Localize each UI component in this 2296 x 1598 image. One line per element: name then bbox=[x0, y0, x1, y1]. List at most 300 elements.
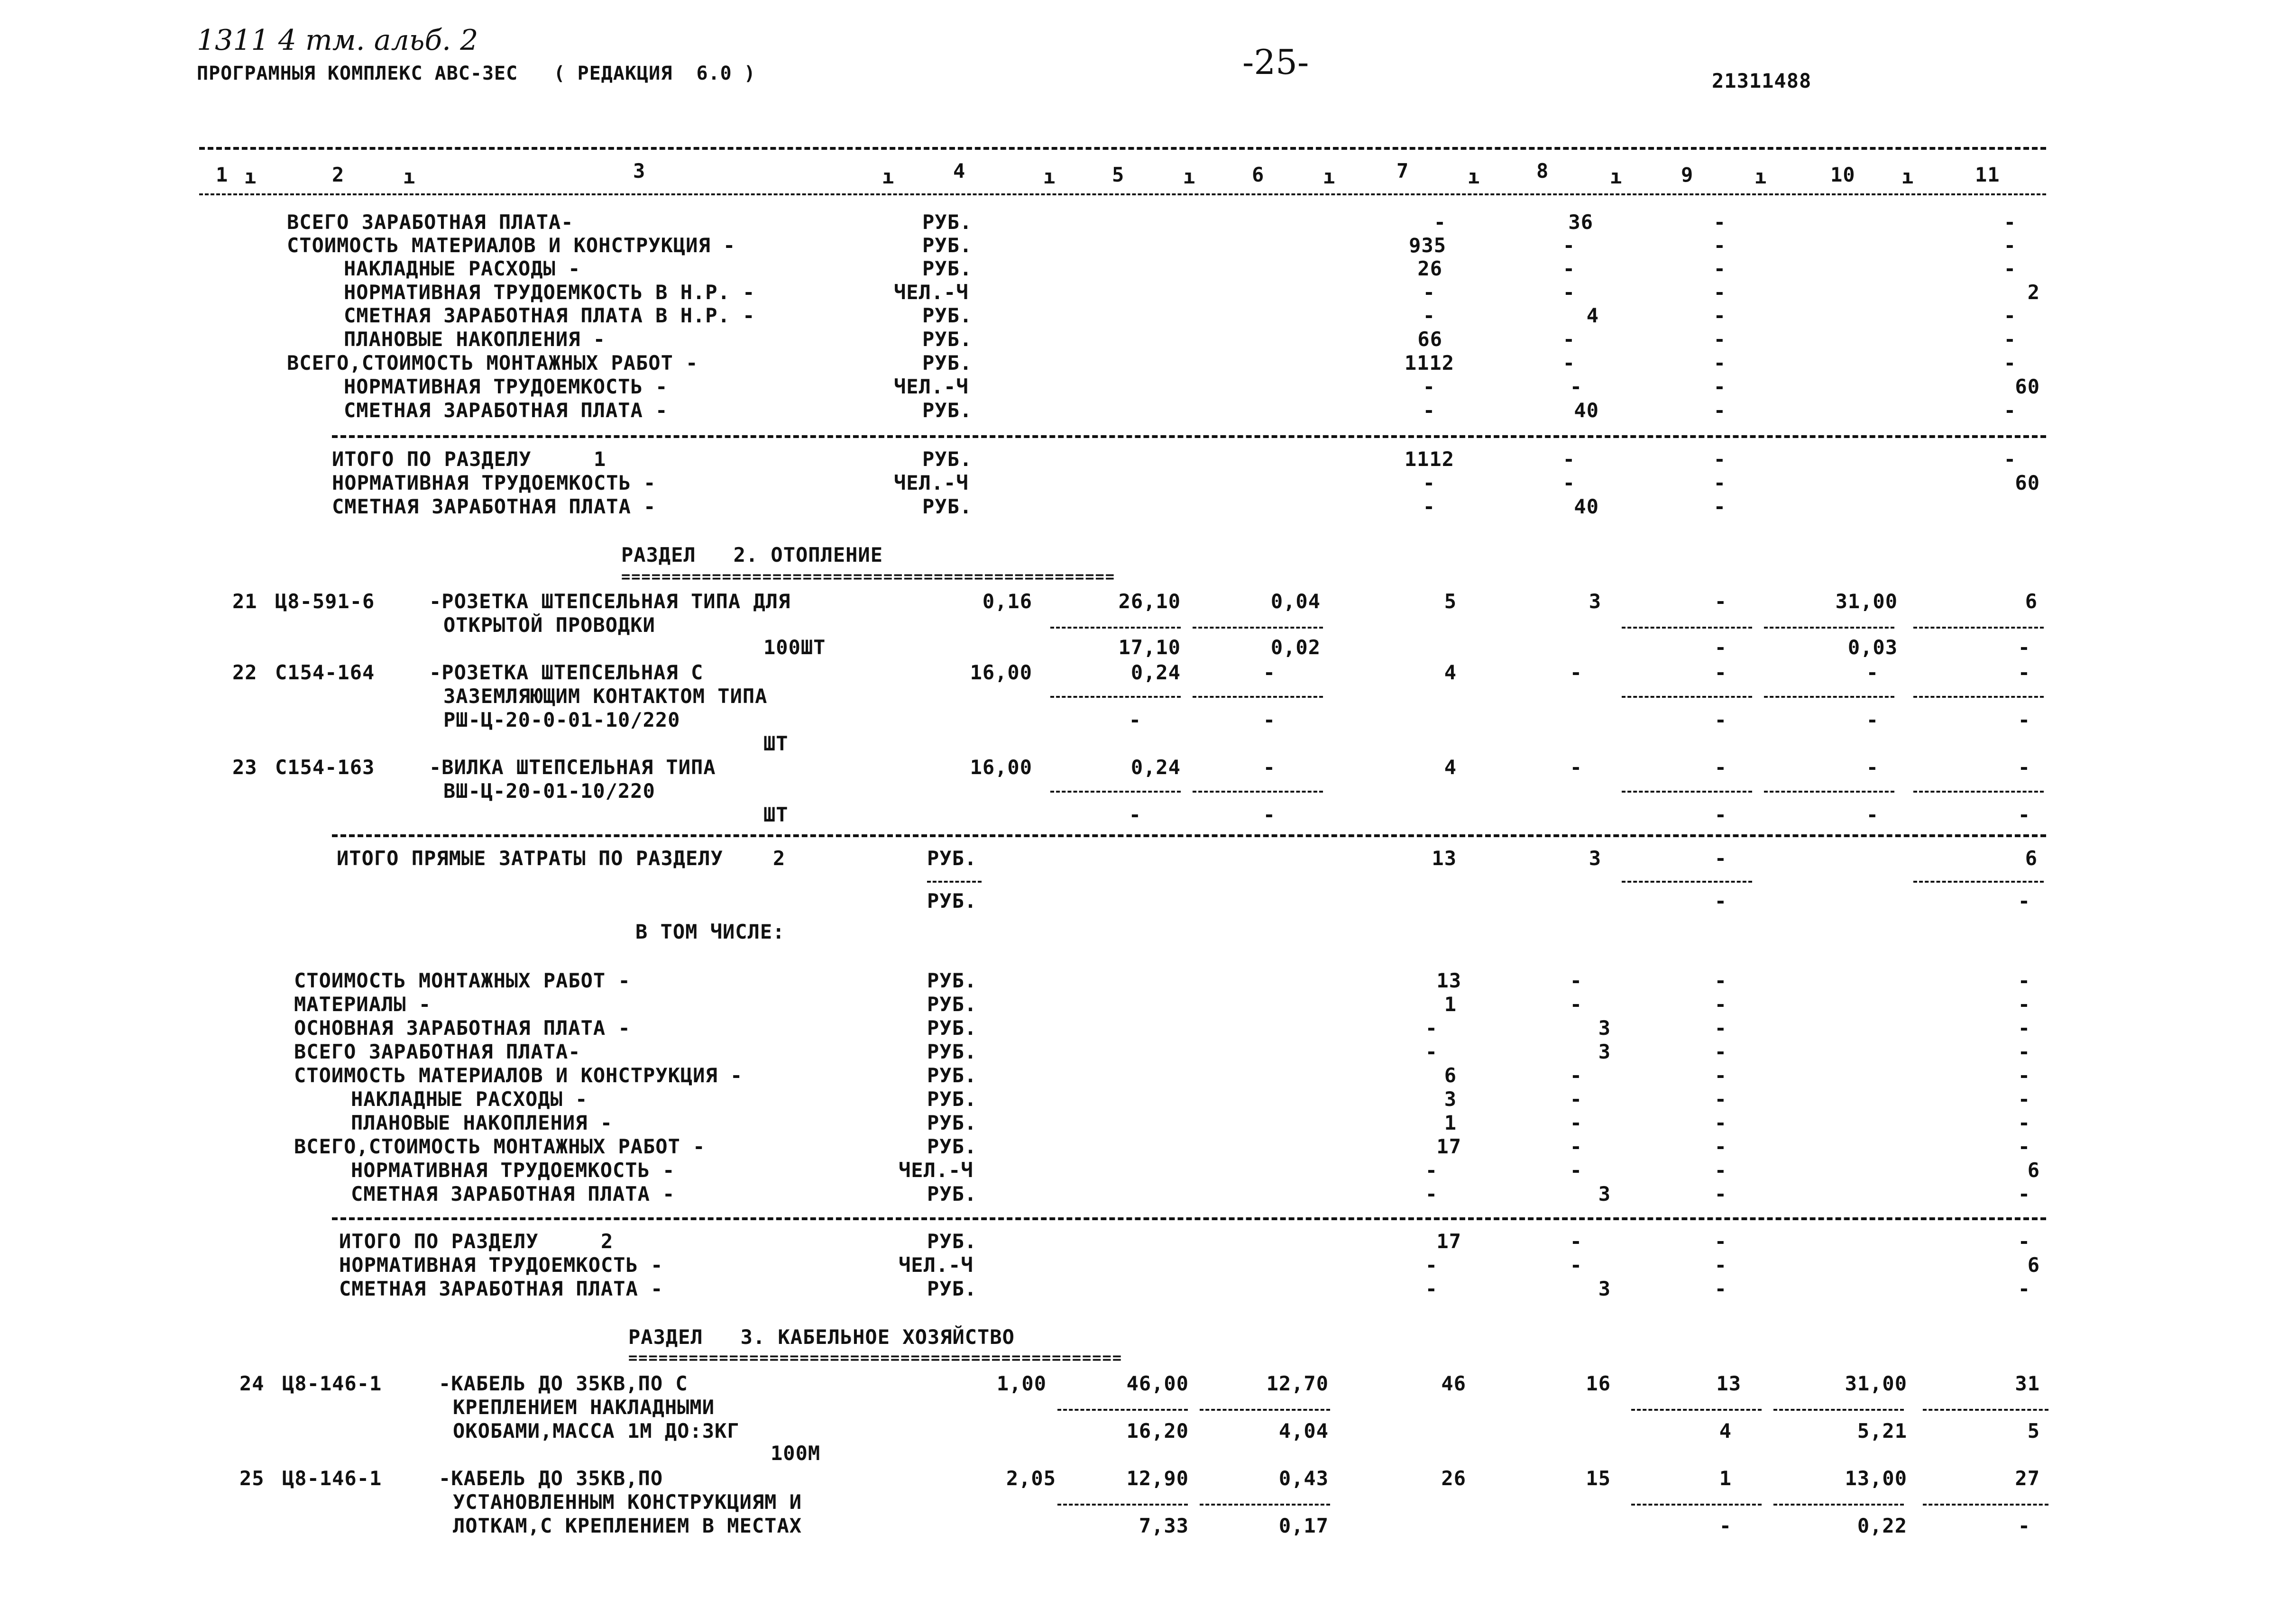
cell-c11: 27 bbox=[2015, 1467, 2040, 1490]
cell-c8: - bbox=[1570, 1159, 1582, 1182]
column-header: 1 bbox=[216, 163, 229, 186]
cell-c10-sub: 5,21 bbox=[1857, 1419, 1907, 1443]
cell-c11: 60 bbox=[2015, 471, 2040, 494]
cell-c8: 40 bbox=[1574, 495, 1599, 518]
item-code: Ц8-146-1 bbox=[282, 1372, 382, 1395]
cell-c7: 1 bbox=[1444, 1111, 1457, 1134]
cell-c8: 3 bbox=[1589, 590, 1601, 613]
program-title: ПРОГРАМНЫЯ КОМПЛЕКС АВС-ЗЕС ( РЕДАКЦИЯ 6.0 ) bbox=[197, 63, 756, 84]
cell-c11: - bbox=[2018, 1230, 2030, 1253]
item-number: 22 bbox=[232, 661, 257, 684]
cell-c8: 15 bbox=[1586, 1467, 1611, 1490]
item-description: -КАБЕЛЬ ДО 35КВ,ПО bbox=[439, 1467, 663, 1490]
cell-c7: - bbox=[1423, 304, 1435, 327]
cell-c6: 0,43 bbox=[1278, 1467, 1329, 1490]
cell-c4: 16,00 bbox=[970, 661, 1032, 684]
cell-divider bbox=[1913, 791, 2044, 793]
item-description: -КАБЕЛЬ ДО 35КВ,ПО С bbox=[439, 1372, 688, 1395]
cell-c11: - bbox=[2003, 257, 2016, 280]
cell-c7: - bbox=[1423, 495, 1435, 518]
row-label: НОРМАТИВНАЯ ТРУДОЕМКОСТЬ - bbox=[332, 471, 656, 494]
cell-c9: - bbox=[1713, 375, 1726, 398]
cell-c8: 40 bbox=[1574, 399, 1599, 422]
cell-c6-sub: 0,17 bbox=[1278, 1514, 1329, 1537]
cell-c7: 1112 bbox=[1404, 447, 1454, 471]
item-description: -РОЗЕТКА ШТЕПСЕЛЬНАЯ С bbox=[429, 661, 704, 684]
item-unit: 100М bbox=[771, 1442, 821, 1465]
row-label: СМЕТНАЯ ЗАРАБОТНАЯ ПЛАТА В Н.Р. - bbox=[344, 304, 755, 327]
cell-c11: - bbox=[2003, 304, 2016, 327]
cell-c9: - bbox=[1714, 1230, 1727, 1253]
cell-c9: - bbox=[1714, 1087, 1727, 1111]
cell-c9: - bbox=[1714, 1253, 1727, 1277]
cell-c11: - bbox=[2018, 1111, 2030, 1134]
cell-c11-sub: - bbox=[2018, 636, 2030, 659]
cell-c8: - bbox=[1570, 375, 1582, 398]
row-unit: ЧЕЛ.-Ч bbox=[894, 471, 969, 494]
cell-c8: - bbox=[1570, 661, 1582, 684]
section-3-underline: ================================================= bbox=[628, 1349, 1123, 1367]
row-unit: РУБ. bbox=[927, 1064, 977, 1087]
cell-c9: - bbox=[1714, 590, 1727, 613]
item-unit: 100ШТ bbox=[763, 636, 826, 659]
cell-divider bbox=[1050, 696, 1181, 698]
item-description: ОТКРЫТОЙ ПРОВОДКИ bbox=[443, 613, 655, 637]
cell-c11: - bbox=[2018, 1040, 2030, 1063]
cell-c9: 13 bbox=[1716, 1372, 1741, 1395]
cell-c5: 46,00 bbox=[1126, 1372, 1189, 1395]
cell-divider bbox=[1913, 627, 2044, 629]
column-header: 4 bbox=[953, 159, 966, 183]
column-header: 11 bbox=[1975, 163, 2000, 186]
cell-divider bbox=[1057, 1504, 1188, 1506]
header-bottom-rule bbox=[199, 193, 2046, 195]
item-description: ОКОБАМИ,МАССА 1М ДО:3КГ bbox=[453, 1419, 740, 1443]
cell-divider bbox=[1622, 627, 1752, 629]
cell-c9: - bbox=[1713, 495, 1726, 518]
cell-c8: - bbox=[1562, 234, 1575, 257]
cell-c11: - bbox=[2018, 1182, 2030, 1205]
cell-divider bbox=[1773, 1504, 1904, 1506]
row-unit: РУБ. bbox=[927, 1087, 977, 1111]
cell-c11: - bbox=[2018, 1135, 2030, 1158]
cell-c8: - bbox=[1570, 969, 1582, 992]
row-unit: РУБ. bbox=[927, 1040, 977, 1063]
cell-c7: - bbox=[1423, 281, 1435, 304]
cell-divider bbox=[1057, 1409, 1188, 1411]
cell-c10: - bbox=[1866, 661, 1879, 684]
cell-c8: 36 bbox=[1568, 210, 1593, 234]
cell-c7: 13 bbox=[1436, 969, 1461, 992]
column-separator: ı bbox=[1468, 165, 1480, 188]
cell-c8: - bbox=[1562, 328, 1575, 351]
row-label: СМЕТНАЯ ЗАРАБОТНАЯ ПЛАТА - bbox=[332, 495, 656, 518]
column-separator: ı bbox=[1610, 165, 1623, 188]
cell-c7: - bbox=[1425, 1277, 1438, 1300]
handwritten-album-note: 1311 4 тм. альб. 2 bbox=[197, 24, 478, 57]
cell-c9: - bbox=[1714, 1182, 1727, 1205]
cell-c10-sub: - bbox=[1866, 803, 1879, 826]
row-unit: РУБ. bbox=[922, 447, 973, 471]
cell-c7: 6 bbox=[1444, 1064, 1457, 1087]
cell-c9: - bbox=[1713, 471, 1726, 494]
cell-c7: 26 bbox=[1417, 257, 1442, 280]
cell-c9-sub: 4 bbox=[1719, 1419, 1732, 1443]
column-header: 2 bbox=[332, 163, 345, 186]
cell-divider bbox=[1200, 1409, 1330, 1411]
cell-c11-sub: - bbox=[2018, 889, 2030, 913]
cell-c9: - bbox=[1714, 1111, 1727, 1134]
column-separator: ı bbox=[1183, 165, 1196, 188]
cell-c11: 6 bbox=[2025, 847, 2038, 870]
row-unit: РУБ. bbox=[922, 328, 973, 351]
cell-c11: - bbox=[2018, 969, 2030, 992]
cell-c9: - bbox=[1713, 234, 1726, 257]
cell-divider bbox=[1764, 696, 1894, 698]
cell-c7: 4 bbox=[1444, 756, 1457, 779]
cell-c9: - bbox=[1714, 1016, 1727, 1040]
cell-c8: - bbox=[1570, 1230, 1582, 1253]
cell-divider bbox=[1193, 627, 1323, 629]
row-unit: РУБ. bbox=[927, 1111, 977, 1134]
row-unit: РУБ. bbox=[927, 1016, 977, 1040]
cell-c7: 3 bbox=[1444, 1087, 1457, 1111]
row-unit: РУБ. bbox=[927, 1230, 977, 1253]
cell-c9: - bbox=[1713, 351, 1726, 374]
section-2-items-rule bbox=[332, 834, 2046, 837]
cell-c6: - bbox=[1263, 661, 1276, 684]
unit-divider bbox=[927, 881, 982, 883]
row-label: НОРМАТИВНАЯ ТРУДОЕМКОСТЬ - bbox=[351, 1159, 675, 1182]
column-separator: ı bbox=[1901, 165, 1914, 188]
row-label: НАКЛАДНЫЕ РАСХОДЫ - bbox=[344, 257, 581, 280]
row-label: НАКЛАДНЫЕ РАСХОДЫ - bbox=[351, 1087, 588, 1111]
row-unit: РУБ. bbox=[922, 495, 973, 518]
cell-c11: 6 bbox=[2027, 1253, 2040, 1277]
cell-c7: 5 bbox=[1444, 590, 1457, 613]
item-description: РШ-Ц-20-0-01-10/220 bbox=[443, 708, 680, 731]
cell-c7: - bbox=[1425, 1016, 1438, 1040]
item-description: УСТАНОВЛЕННЫМ КОНСТРУКЦИЯМ И bbox=[453, 1490, 802, 1514]
cell-c9: - bbox=[1714, 756, 1727, 779]
row-label: СТОИМОСТЬ МАТЕРИАЛОВ И КОНСТРУКЦИЯ - bbox=[294, 1064, 743, 1087]
cell-c6-sub: 4,04 bbox=[1278, 1419, 1329, 1443]
row-label: ИТОГО ПРЯМЫЕ ЗАТРАТЫ ПО РАЗДЕЛУ 2 bbox=[337, 847, 786, 870]
column-header: 9 bbox=[1681, 163, 1694, 186]
cell-c8: - bbox=[1562, 351, 1575, 374]
item-unit: ШТ bbox=[763, 803, 789, 826]
row-unit: РУБ. bbox=[922, 234, 973, 257]
row-unit: РУБ. bbox=[922, 399, 973, 422]
cell-divider bbox=[1622, 696, 1752, 698]
column-separator: ı bbox=[1754, 165, 1767, 188]
cell-c11-sub: - bbox=[2018, 803, 2030, 826]
cell-c11: - bbox=[2003, 328, 2016, 351]
cell-c9: - bbox=[1713, 399, 1726, 422]
cell-divider bbox=[1193, 791, 1323, 793]
cell-divider bbox=[1050, 791, 1181, 793]
cell-c9: - bbox=[1714, 1277, 1727, 1300]
column-header: 6 bbox=[1252, 163, 1265, 186]
cell-c5-sub: 17,10 bbox=[1118, 636, 1181, 659]
cell-c5-sub: - bbox=[1129, 708, 1141, 731]
cell-c10-sub: - bbox=[1866, 708, 1879, 731]
cell-divider bbox=[1622, 881, 1752, 883]
cell-c7: 13 bbox=[1432, 847, 1457, 870]
cell-c8: 3 bbox=[1598, 1040, 1611, 1063]
row-unit: РУБ. bbox=[927, 1277, 977, 1300]
row-label: ВСЕГО,СТОИМОСТЬ МОНТАЖНЫХ РАБОТ - bbox=[294, 1135, 706, 1158]
cell-c6: - bbox=[1263, 756, 1276, 779]
cell-c11: - bbox=[2018, 661, 2030, 684]
item-description: -РОЗЕТКА ШТЕПСЕЛЬНАЯ ТИПА ДЛЯ bbox=[429, 590, 791, 613]
cell-c7: - bbox=[1425, 1253, 1438, 1277]
item-number: 21 bbox=[232, 590, 257, 613]
cell-c4: 0,16 bbox=[982, 590, 1032, 613]
cell-c8: - bbox=[1562, 257, 1575, 280]
cell-c5: 0,24 bbox=[1130, 661, 1181, 684]
column-header: 7 bbox=[1396, 159, 1409, 183]
cell-c11: 6 bbox=[2027, 1159, 2040, 1182]
cell-c4: 2,05 bbox=[1006, 1467, 1056, 1490]
item-number: 25 bbox=[239, 1467, 265, 1490]
item-number: 24 bbox=[239, 1372, 265, 1395]
row-unit: ЧЕЛ.-Ч bbox=[899, 1253, 974, 1277]
row-label: ИТОГО ПО РАЗДЕЛУ 1 bbox=[332, 447, 606, 471]
cell-c9: - bbox=[1713, 447, 1726, 471]
cell-c6: 0,04 bbox=[1270, 590, 1321, 613]
cell-c6: 12,70 bbox=[1266, 1372, 1329, 1395]
cell-c11: 2 bbox=[2027, 281, 2040, 304]
cell-c9: - bbox=[1713, 281, 1726, 304]
column-header: 3 bbox=[633, 159, 646, 183]
cell-c9: - bbox=[1714, 1040, 1727, 1063]
cell-c9: - bbox=[1714, 969, 1727, 992]
section-2-title: РАЗДЕЛ 2. ОТОПЛЕНИЕ bbox=[621, 543, 883, 566]
cell-c11: - bbox=[2018, 756, 2030, 779]
cell-c9-sub: - bbox=[1714, 636, 1727, 659]
row-unit: ЧЕЛ.-Ч bbox=[894, 281, 969, 304]
column-separator: ı bbox=[882, 165, 895, 188]
cell-c9: - bbox=[1714, 1064, 1727, 1087]
page-number: -25- bbox=[1242, 42, 1309, 82]
cell-divider bbox=[1050, 627, 1181, 629]
item-code: С154-163 bbox=[275, 756, 375, 779]
cell-c9: - bbox=[1714, 993, 1727, 1016]
cell-c6-sub: - bbox=[1263, 708, 1276, 731]
cell-c9-sub: - bbox=[1714, 889, 1727, 913]
row-label: ВСЕГО,СТОИМОСТЬ МОНТАЖНЫХ РАБОТ - bbox=[287, 351, 698, 374]
cell-c11-sub: - bbox=[2018, 708, 2030, 731]
cell-c8: 3 bbox=[1589, 847, 1601, 870]
cell-c11: - bbox=[2003, 399, 2016, 422]
cell-c7: 26 bbox=[1441, 1467, 1466, 1490]
cell-c11: 60 bbox=[2015, 375, 2040, 398]
cell-divider bbox=[1764, 627, 1894, 629]
cell-divider bbox=[1773, 1409, 1904, 1411]
cell-c8: - bbox=[1562, 281, 1575, 304]
row-unit: РУБ. bbox=[922, 210, 973, 234]
item-description: ВШ-Ц-20-01-10/220 bbox=[443, 779, 655, 803]
item-code: Ц8-146-1 bbox=[282, 1467, 382, 1490]
item-code: Ц8-591-6 bbox=[275, 590, 375, 613]
cell-c7: - bbox=[1423, 399, 1435, 422]
column-header: 8 bbox=[1536, 159, 1549, 183]
cell-c9: - bbox=[1714, 1159, 1727, 1182]
cell-c9: - bbox=[1713, 304, 1726, 327]
cell-c9: - bbox=[1713, 328, 1726, 351]
cell-c5-sub: - bbox=[1129, 803, 1141, 826]
cell-c8: - bbox=[1570, 1111, 1582, 1134]
cell-c9: 1 bbox=[1719, 1467, 1732, 1490]
cell-c7: - bbox=[1425, 1182, 1438, 1205]
column-separator: ı bbox=[403, 165, 416, 188]
cell-c4: 1,00 bbox=[996, 1372, 1047, 1395]
cell-c8: - bbox=[1570, 1087, 1582, 1111]
cell-c5: 12,90 bbox=[1126, 1467, 1189, 1490]
cell-c10: - bbox=[1866, 756, 1879, 779]
column-header: 5 bbox=[1112, 163, 1125, 186]
section-3-title: РАЗДЕЛ 3. КАБЕЛЬНОЕ ХОЗЯЙСТВО bbox=[628, 1325, 1015, 1349]
cell-c8: - bbox=[1570, 1135, 1582, 1158]
cell-c8: - bbox=[1570, 1064, 1582, 1087]
cell-c5: 0,24 bbox=[1130, 756, 1181, 779]
cell-c9: - bbox=[1714, 847, 1727, 870]
cell-c11: - bbox=[2018, 1277, 2030, 1300]
cell-c11-sub: 5 bbox=[2027, 1419, 2040, 1443]
cell-c5: 26,10 bbox=[1118, 590, 1181, 613]
cell-c10: 13,00 bbox=[1845, 1467, 1907, 1490]
cell-c7: - bbox=[1425, 1159, 1438, 1182]
cell-c11: - bbox=[2003, 234, 2016, 257]
cell-divider bbox=[1193, 696, 1323, 698]
item-code: С154-164 bbox=[275, 661, 375, 684]
cell-c10-sub: 0,22 bbox=[1857, 1514, 1907, 1537]
cell-divider bbox=[1622, 791, 1752, 793]
cell-c7: 46 bbox=[1441, 1372, 1466, 1395]
cell-c7: 935 bbox=[1409, 234, 1446, 257]
row-unit: РУБ. bbox=[927, 993, 977, 1016]
row-unit: РУБ. bbox=[927, 1135, 977, 1158]
cell-c6-sub: 0,02 bbox=[1270, 636, 1321, 659]
row-label: МАТЕРИАЛЫ - bbox=[294, 993, 432, 1016]
cell-c5-sub: 7,33 bbox=[1139, 1514, 1189, 1537]
row-label: ПЛАНОВЫЕ НАКОПЛЕНИЯ - bbox=[351, 1111, 613, 1134]
cell-c11: 6 bbox=[2025, 590, 2038, 613]
cell-divider bbox=[1923, 1504, 2048, 1506]
breakdown-rule bbox=[332, 1217, 2046, 1220]
row-label: ВСЕГО ЗАРАБОТНАЯ ПЛАТА- bbox=[294, 1040, 581, 1063]
cell-c7: - bbox=[1425, 1040, 1438, 1063]
column-header: 10 bbox=[1830, 163, 1855, 186]
cell-c9-sub: - bbox=[1719, 1514, 1732, 1537]
section-2-underline: ================================================= bbox=[621, 567, 1116, 585]
cell-c11: - bbox=[2018, 1064, 2030, 1087]
cell-c7: - bbox=[1423, 375, 1435, 398]
cell-c8: 4 bbox=[1586, 304, 1599, 327]
row-unit: РУБ. bbox=[927, 969, 977, 992]
row-label: ВСЕГО ЗАРАБОТНАЯ ПЛАТА- bbox=[287, 210, 574, 234]
row-unit: РУБ. bbox=[927, 1182, 977, 1205]
row-label: ОСНОВНАЯ ЗАРАБОТНАЯ ПЛАТА - bbox=[294, 1016, 631, 1040]
cell-c8: - bbox=[1562, 471, 1575, 494]
cell-c5-sub: 16,20 bbox=[1126, 1419, 1189, 1443]
cell-c11: - bbox=[2003, 351, 2016, 374]
cell-c7: - bbox=[1423, 471, 1435, 494]
row-label: СТОИМОСТЬ МАТЕРИАЛОВ И КОНСТРУКЦИЯ - bbox=[287, 234, 736, 257]
cell-divider bbox=[1764, 791, 1894, 793]
row-unit: ЧЕЛ.-Ч bbox=[894, 375, 969, 398]
column-separator: ı bbox=[1043, 165, 1056, 188]
cell-c11: - bbox=[2018, 1087, 2030, 1111]
row-unit: РУБ. bbox=[927, 847, 977, 870]
cell-c11: 31 bbox=[2015, 1372, 2040, 1395]
row-unit: РУБ. bbox=[922, 351, 973, 374]
row-unit: РУБ. bbox=[922, 257, 973, 280]
row-label: СТОИМОСТЬ МОНТАЖНЫХ РАБОТ - bbox=[294, 969, 631, 992]
row-label: СМЕТНАЯ ЗАРАБОТНАЯ ПЛАТА - bbox=[351, 1182, 675, 1205]
cell-c7: 17 bbox=[1436, 1135, 1461, 1158]
cell-c10: 31,00 bbox=[1835, 590, 1898, 613]
cell-c9-sub: - bbox=[1714, 708, 1727, 731]
cell-c7: 17 bbox=[1436, 1230, 1461, 1253]
cell-c4: 16,00 bbox=[970, 756, 1032, 779]
cell-c8: 3 bbox=[1598, 1277, 1611, 1300]
row-unit: РУБ. bbox=[922, 304, 973, 327]
cell-c9-sub: - bbox=[1714, 803, 1727, 826]
including-label: В ТОМ ЧИСЛЕ: bbox=[635, 920, 785, 943]
cell-divider bbox=[1913, 696, 2044, 698]
cell-c7: - bbox=[1433, 210, 1446, 234]
row-label: СМЕТНАЯ ЗАРАБОТНАЯ ПЛАТА - bbox=[344, 399, 668, 422]
row-unit: ЧЕЛ.-Ч bbox=[899, 1159, 974, 1182]
document-code: 21311488 bbox=[1712, 69, 1812, 92]
cell-c8: 3 bbox=[1598, 1016, 1611, 1040]
row-label: НОРМАТИВНАЯ ТРУДОЕМКОСТЬ - bbox=[344, 375, 668, 398]
column-separator: ı bbox=[244, 165, 257, 188]
cell-divider bbox=[1913, 881, 2044, 883]
cell-c8: 16 bbox=[1586, 1372, 1611, 1395]
row-label: СМЕТНАЯ ЗАРАБОТНАЯ ПЛАТА - bbox=[339, 1277, 663, 1300]
item-description: ЛОТКАМ,С КРЕПЛЕНИЕМ В МЕСТАХ bbox=[453, 1514, 802, 1537]
cell-divider bbox=[1200, 1504, 1330, 1506]
column-separator: ı bbox=[1323, 165, 1336, 188]
cell-divider bbox=[1631, 1504, 1762, 1506]
cell-c8: - bbox=[1570, 993, 1582, 1016]
cell-c8: - bbox=[1562, 447, 1575, 471]
cell-c9: - bbox=[1714, 1135, 1727, 1158]
cell-c8: 3 bbox=[1598, 1182, 1611, 1205]
cell-c8: - bbox=[1570, 1253, 1582, 1277]
cell-c7: 1112 bbox=[1404, 351, 1454, 374]
cell-c11-sub: - bbox=[2018, 1514, 2030, 1537]
cell-c11: - bbox=[2018, 1016, 2030, 1040]
item-unit: ШТ bbox=[763, 732, 789, 755]
row-unit: РУБ. bbox=[927, 889, 977, 913]
cell-c11: - bbox=[2018, 993, 2030, 1016]
item-description: КРЕПЛЕНИЕМ НАКЛАДНЫМИ bbox=[453, 1396, 715, 1419]
cell-c10: 31,00 bbox=[1845, 1372, 1907, 1395]
cell-c7: 1 bbox=[1444, 993, 1457, 1016]
top-rule bbox=[199, 147, 2046, 150]
cell-c10-sub: 0,03 bbox=[1847, 636, 1898, 659]
cell-divider bbox=[1631, 1409, 1762, 1411]
item-number: 23 bbox=[232, 756, 257, 779]
row-label: НОРМАТИВНАЯ ТРУДОЕМКОСТЬ - bbox=[339, 1253, 663, 1277]
row-label: НОРМАТИВНАЯ ТРУДОЕМКОСТЬ В Н.Р. - bbox=[344, 281, 755, 304]
cell-c9: - bbox=[1713, 210, 1726, 234]
row-label: ИТОГО ПО РАЗДЕЛУ 2 bbox=[339, 1230, 614, 1253]
